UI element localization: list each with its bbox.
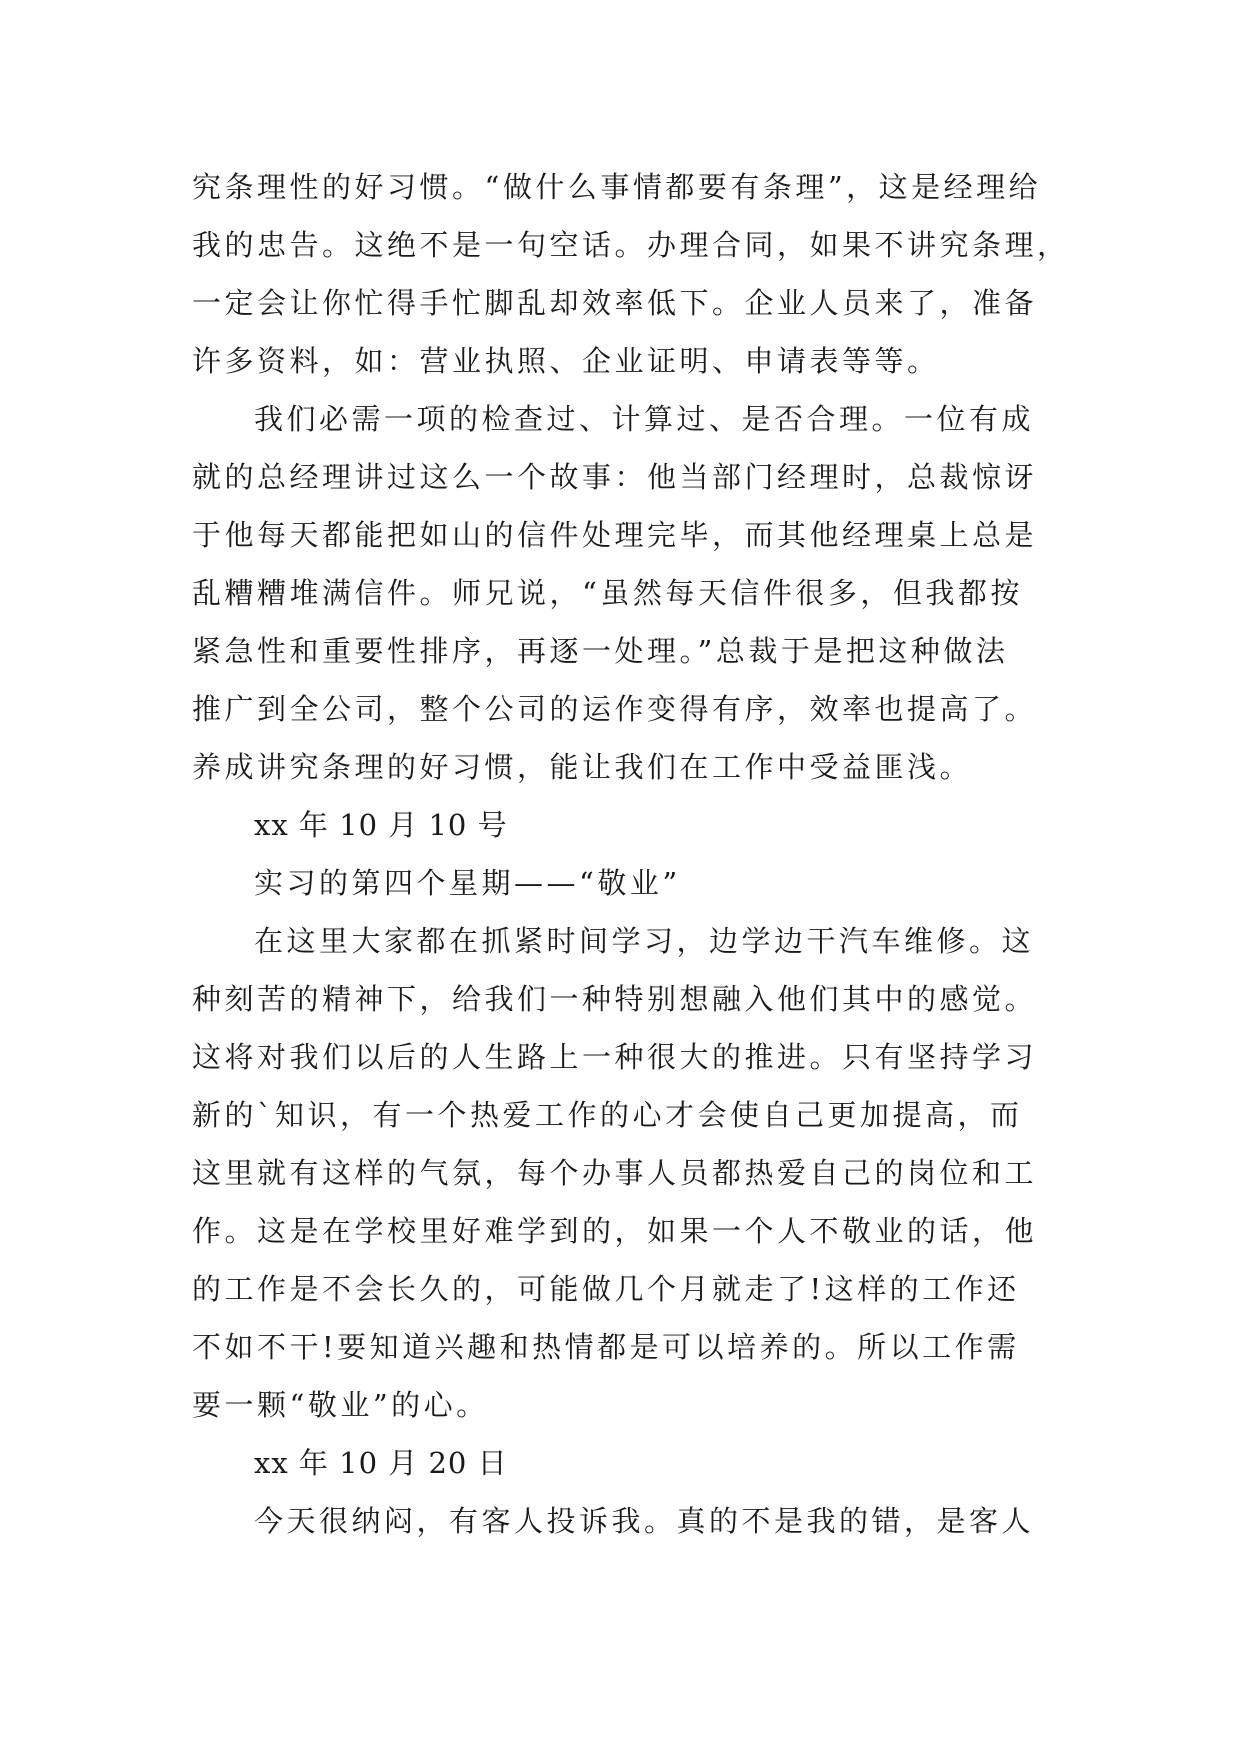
text-line: 这将对我们以后的人生路上一种很大的推进。只有坚持学习	[192, 1040, 1038, 1074]
text-line: 我的忠告。这绝不是一句空话。办理合同，如果不讲究条理，	[192, 228, 1070, 262]
text-line: 种刻苦的精神下，给我们一种特别想融入他们其中的感觉。	[192, 982, 1038, 1016]
text-line: 新的`知识，有一个热爱工作的心才会使自己更加提高，而	[192, 1098, 1023, 1132]
text-line: 我们必需一项的检查过、计算过、是否合理。一位有成	[254, 402, 1035, 436]
text-line: 今天很纳闷，有客人投诉我。真的不是我的错，是客人	[254, 1504, 1035, 1538]
text-line: 的工作是不会长久的，可能做几个月就走了!这样的工作还	[192, 1272, 1020, 1306]
text-line: 养成讲究条理的好习惯，能让我们在工作中受益匪浅。	[192, 750, 973, 784]
date-line: xx 年 10 月 20 日	[254, 1446, 508, 1480]
text-line: 不如不干!要知道兴趣和热情都是可以培养的。所以工作需	[192, 1330, 1020, 1364]
text-line: 一定会让你忙得手忙脚乱却效率低下。企业人员来了，准备	[192, 286, 1038, 320]
text-line: 许多资料，如：营业执照、企业证明、申请表等等。	[192, 344, 940, 378]
body-text	[192, 158, 1070, 1550]
text-line: 推广到全公司，整个公司的运作变得有序，效率也提高了。	[192, 692, 1038, 726]
text-line: 这里就有这样的气氛，每个办事人员都热爱自己的岗位和工	[192, 1156, 1038, 1190]
text-line: 作。这是在学校里好难学到的，如果一个人不敬业的话，他	[192, 1214, 1038, 1248]
date-line: xx 年 10 月 10 号	[254, 808, 508, 842]
text-line: 乱糟糟堆满信件。师兄说，“虽然每天信件很多，但我都按	[192, 576, 1023, 610]
text-line: 就的总经理讲过这么一个故事：他当部门经理时，总裁惊讶	[192, 460, 1038, 494]
text-line: 在这里大家都在抓紧时间学习，边学边干汽车维修。这	[254, 924, 1035, 958]
text-line: 紧急性和重要性排序，再逐一处理。”总裁于是把这种做法	[192, 634, 1009, 668]
text-line: 要一颗“敬业”的心。	[192, 1388, 489, 1422]
text-line: 实习的第四个星期——“敬业”	[254, 866, 681, 900]
text-line: 究条理性的好习惯。“做什么事情都要有条理”，这是经理给	[192, 170, 1042, 204]
text-line: 于他每天都能把如山的信件处理完毕，而其他经理桌上总是	[192, 518, 1038, 552]
